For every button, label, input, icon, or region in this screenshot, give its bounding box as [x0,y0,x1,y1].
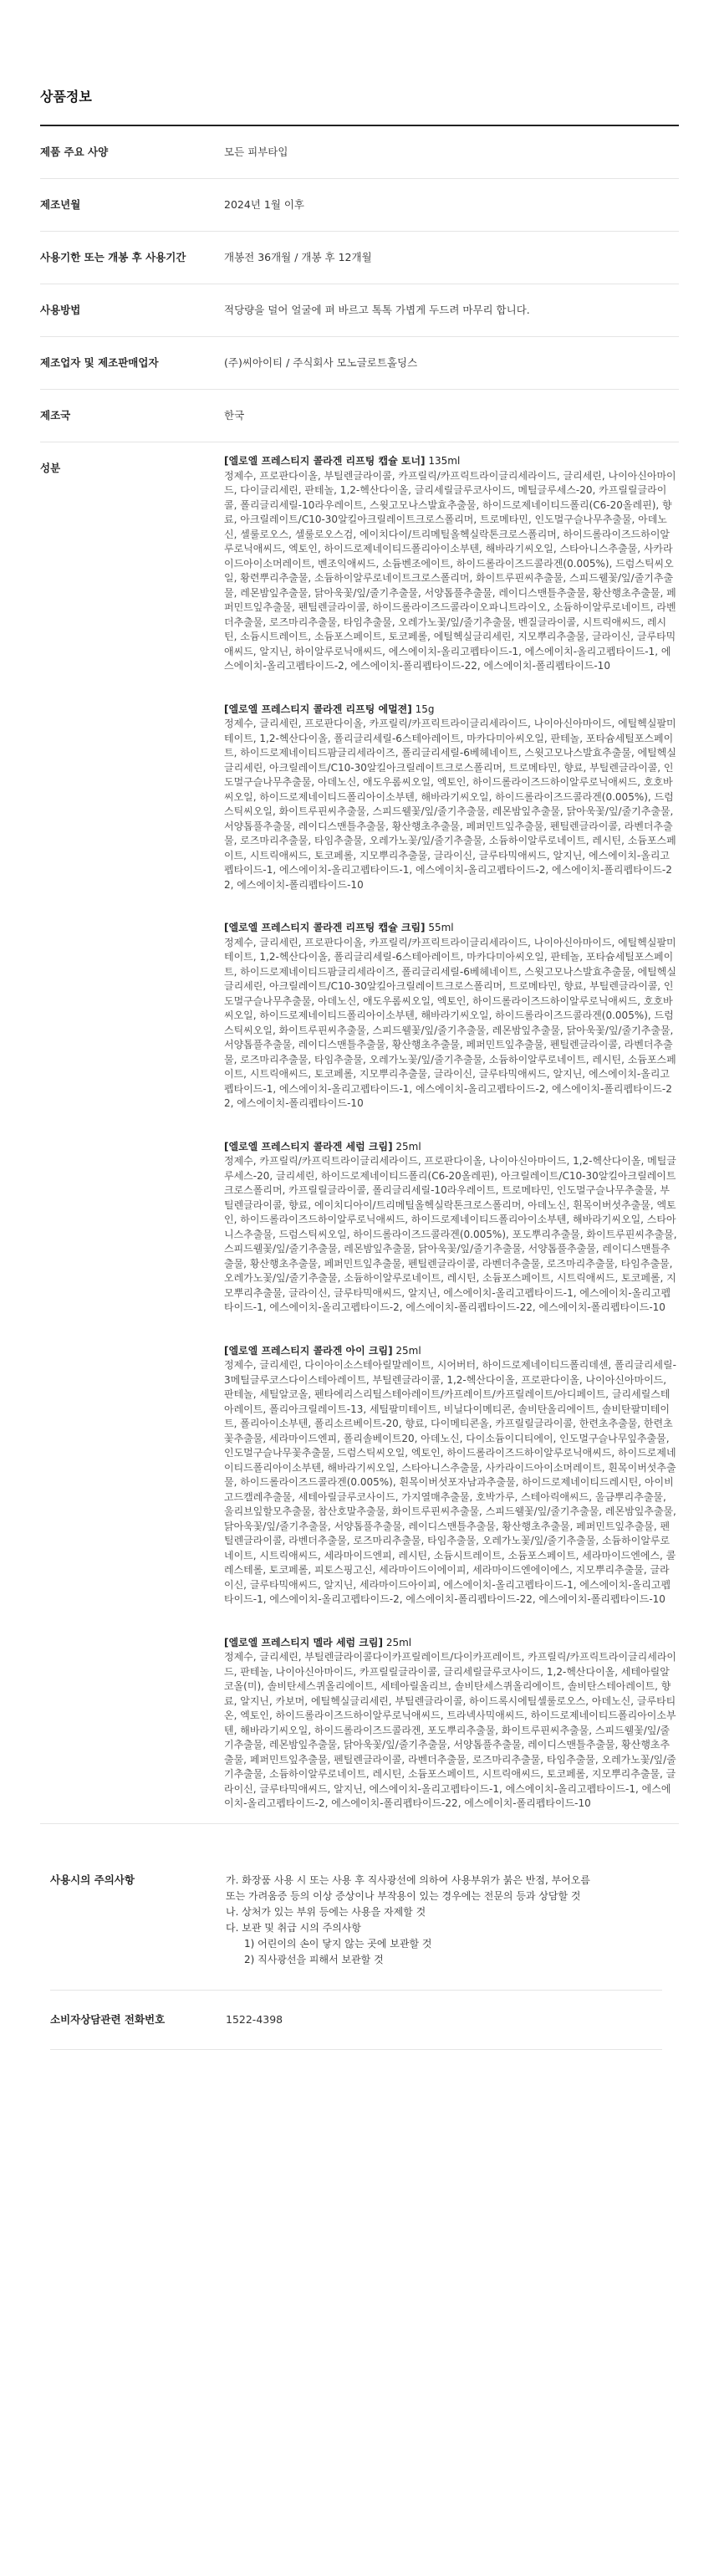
ingredient-product-name: [엘로엘 프레스티지 콜라겐 리프팅 캡슐 토너] [224,455,426,467]
ingredient-list-text: 정제수, 프로판다이올, 부틸렌글라이콜, 카프릴릭/카프릭트라이글리세라이드, 글리세린, 나이아신아마이드, 다이글리세린, 판테놀, 1,2-헥산다이올, 글리세릴글루코사이드, 메틸글루세스-20, 카프릴릴글라이콜, 폴리글리세릴-10라우레이트, 스윗고모나스발효추출물, 하이드로제네이티드폴리(C6-20올레핀), 향료, 아크릴레이트/C10-30알킬아크릴레이트크로스폴리머, 트로메타민, 인도멀구슬나무추출물, 아데노신, 셀룰로오스, 셀룰로오스검, 에이치다이/트리메틸올헥실락톤크로스폴리머, 하이드롤라이즈드하이알루로닉애씨드, 엑토인, 하이드로제네이티드폴리아이소부텐, 해바라기씨오일, 스타아니스추출물, 사카라이드아이소머레이트, 벤조익애씨드, 소듐벤조에이트, 하이드롤라이즈드콜라겐(0.005%), 드럼스틱씨오일, 황련뿌리추출물, 소듐하이알루로네이트크로스폴리머, 화이트루핀씨추출물, 스피드웰꽃/잎/줄기추출물, 레몬밤잎추출물, 닭아욱꽃/잎/줄기추출물, 서양톱풀추출물, 레이디스맨틀추출물, 황산행초추출물, 페퍼민트잎추출물, 펜틸렌글라이콜, 하이드롤라이즈드콜라이오파니트라이오, 소듐하이알루로네이트, 라벤더추출물, 로즈마리추출물, 타임추출물, 오레가노꽃/잎/줄기추출물, 벤질글라이콜, 시트릭애씨드, 레시틴, 소듐시트레이트, 소듐포스페이트, 토코페롤, 에틸헥실글리세린, 지모뿌리추출물, 글라이신, 글루타믹애씨드, 알지닌, 하이알루로닉애씨드, 에스에이치-올리고펩타이드-1, 에스에이치-올리고펩타이드-1, 에스에이치-올리고펩타이드-2, 에스에이치-폴리펩타이드-22, 에스에이치-폴리펩타이드-10 [224,469,676,672]
ingredient-product-size: 25ml [395,1344,421,1357]
ingredient-product [224,1344,679,1607]
ingredient-list-text: 정제수, 카프릴릭/카프릭트라이글리세라이드, 프로판다이올, 나이아신아마이드, 1,2-헥산다이올, 메틸글루세스-20, 글리세린, 하이드로제네이티드폴리(C6-20올레핀), 아크릴레이트/C10-30알킬아크릴레이트크로스폴리머, 카프릴릴글라이콜, 폴리글리세릴-10라우레이트, 트로메타민, 인도멀구슬나무추출물, 부틸렌글라이콜, 향료, 에이치디아이/트리메틸올헥실락톤크로스폴리머, 아데노신, 흰목이버섯추출물, 엑토인, 하이드롤라이즈드하이알루로닉애씨드, 하이드로제네이티드폴리아이소부텐, 해바라기씨오일, 스타아니스추출물, 드럼스틱씨오일, 하이드롤라이즈드콜라겐(0.005%), 포도뿌리추출물, 화이트루핀씨추출물, 스피드웰꽃/잎/줄기추출물, 레몬밤잎추출물, 닭아욱꽃/잎/줄기추출물, 서양톱풀추출물, 레이디스맨틀추출물, 황산행초추출물, 페퍼민트잎추출물, 펜틸렌글라이콜, 라벤더추출물, 로즈마리추출물, 타임추출물, 오레가노꽃/잎/줄기추출물, 소듐하이알루로네이트, 레시틴, 소듐포스페이트, 시트릭애씨드, 토코페롤, 지모뿌리추출물, 글라이신, 글루타믹애씨드, 알지닌, 에스에이치-올리고펩타이드-1, 에스에이치-올리고펩타이드-1, 에스에이치-올리고펩타이드-2, 에스에이치-폴리펩타이드-22, 에스에이치-폴리펩타이드-10 [224,1155,677,1313]
ingredient-product-size: 135ml [428,455,461,467]
info-row-value: 모든 피부타입 [224,146,288,158]
ingredient-product-heading [224,454,679,469]
ingredients-label: 성분 [40,462,61,474]
info-row [40,126,679,179]
consumer-row [50,1991,662,2050]
ingredient-product-name: [엘로엘 프레스티지 콜라겐 세럼 크림] [224,1140,393,1153]
info-row-label: 제조업자 및 제조판매업자 [40,356,159,369]
info-row-label: 사용기한 또는 개봉 후 사용기간 [40,251,186,263]
product-info-table [40,125,679,1824]
ingredient-product-heading [224,1140,679,1155]
info-row [40,232,679,284]
ingredient-product-heading [224,703,679,718]
ingredient-list-text: 정제수, 글리세린, 부틸렌글라이콜다이카프릴레이트/다이카프레이트, 카프릴릭/카프릭트라이글리세라이드, 판테놀, 나이아신아마이드, 카프릴릴글라이콜, 글리세릴글루코사이드, 1,2-헥산다이올, 세테아릴알코올(미), 솔비탄세스퀴올리에이트, 세테아릴올리브, 솔비탄세스퀴올리에이트, 솔비탄스테아레이트, 향료, 알지닌, 카보머, 에틸헥실글리세린, 부틸렌글라이콜, 하이드록시에틸셀룰로오스, 아데노신, 글루타티온, 엑토인, 하이드롤라이즈드하이알루로닉애씨드, 트라넥사믹애씨드, 하이드로제네이티드폴리아이소부텐, 해바라기씨오일, 하이드롤라이즈드콜라겐, 포도뿌리추출물, 화이트루핀씨추출물, 스피드웰꽃/잎/줄기추출물, 레몬밤잎추출물, 닭아욱꽃/잎/줄기추출물, 서양톱풀추출물, 레이디스맨틀추출물, 황산행초추출물, 페퍼민트잎추출물, 펜틸렌글라이콜, 라벤더추출물, 로즈마리추출물, 타임추출물, 오레가노꽃/잎/줄기추출물, 소듐하이알루로네이트, 레시틴, 소듐포스페이트, 시트릭애씨드, 토코페롤, 지모뿌리추출물, 글라이신, 글루타믹애씨드, 알지닌, 에스에이치-올리고펩타이드-1, 에스에이치-올리고펩타이드-1, 에스에이치-올리고펩타이드-2, 에스에이치-폴리펩타이드-22, 에스에이치-폴리펩타이드-10 [224,1651,677,1809]
ingredient-product-name: [엘로엘 프레스티지 멜라 세럼 크림] [224,1636,383,1648]
caution-line: 또는 가려움증 등의 이상 증상이나 부작용이 있는 경우에는 전문의 등과 상담할 것 [226,1889,581,1902]
ingredient-list-text: 정제수, 글리세린, 프로판다이올, 카프릴릭/카프릭트라이글리세라이드, 나이아신아마이드, 에틸헥실팔미테이트, 1,2-헥산다이올, 폴리글리세릴-6스테아레이트, 마카다미아씨오일, 판테놀, 포타슘세틸포스페이트, 하이드로제네이티드팜글리세라이즈, 폴리글리세릴-6베헤네이트, 스윗고모나스발효추출물, 에틸헥실글리세린, 아크릴레이트/C10-30알킬아크릴레이트크로스폴리머, 트로메타민, 향료, 부틸렌글라이콜, 인도멀구슬나무추출물, 아데노신, 애도우롬씨오일, 엑토인, 하이드롤라이즈드하이알루로닉애씨드, 호호바씨오일, 하이드로제네이티드폴리아이소부텐, 해바라기씨오일, 하이드롤라이즈드콜라겐(0.005%), 드럼스틱씨오일, 화이트루핀씨추출물, 스피드웰꽃/잎/줄기추출물, 레몬밤잎추출물, 닭아욱꽃/잎/줄기추출물, 서양톱풀추출물, 레이디스맨틀추출물, 황산행초추출물, 페퍼민트잎추출물, 펜틸렌글라이콜, 라벤더추출물, 로즈마리추출물, 타임추출물, 오레가노꽃/잎/줄기추출물, 소듐하이알루로네이트, 레시틴, 소듐포스페이트, 시트릭애씨드, 토코페롤, 지모뿌리추출물, 글라이신, 글루타믹애씨드, 알지닌, 에스에이치-올리고펩타이드-1, 에스에이치-올리고펩타이드-1, 에스에이치-올리고펩타이드-2, 에스에이치-폴리펩타이드-22, 에스에이치-폴리펩타이드-10 [224,936,676,1109]
ingredient-product-heading [224,921,679,936]
ingredient-product [224,1636,679,1812]
info-row-value: 개봉전 36개월 / 개봉 후 12개월 [224,251,372,263]
ingredient-product [224,1140,679,1316]
info-row-value: 적당량을 덜어 얼굴에 펴 바르고 톡톡 가볍게 두드려 마무리 합니다. [224,304,530,316]
ingredient-product-size: 55ml [428,922,454,933]
consumer-phone: 1522-4398 [226,2012,283,2026]
ingredient-product-heading [224,1636,679,1651]
ingredient-product [224,703,679,893]
ingredient-product-name: [엘로엘 프레스티지 콜라겐 리프팅 캡슐 크림] [224,922,426,933]
ingredient-list-text: 정제수, 글리세린, 다이아이소스테아릴말레이트, 시어버터, 하이드로제네이티드폴리데센, 폴리글리세릴-3메틸글루코스다이스테아레이트, 부틸렌글라이콜, 1,2-헥산다이올, 프로판다이올, 나이아신아마이드, 판테놀, 세틸알코올, 펜타에리스리틸스테아레이트/카프레이트/카프릴레이트/아디페이트, 글리세릴스테아레이트, 폴리아크릴레이트-13, 세틸팔미테이트, 비닐다이메티콘, 솔비탄올리에이트, 솔비탄팔미테이트, 폴리아이소부텐, 폴리소르베이트-20, 향료, 다이메티콘올, 카프릴릴글라이콜, 한련초추출물, 한련초꽃추출물, 세라마이드엔피, 폴리솔베이트20, 아데노신, 다이소듐이디티에이, 인도멀구슬나무잎추출물, 인도멀구슬나무꽃추출물, 드럼스틱씨오일, 엑토인, 하이드롤라이즈드하이알루로닉애씨드, 하이드로제네이티드폴리아이소부텐, 해바라기씨오일, 스타아니스추출물, 사카라이드아이소머레이트, 흰목이버섯추출물, 하이드롤라이즈드콜라겐(0.005%), 흰목이버섯포자남과추출물, 하이드로제네이티드레시틴, 아이비고드캘레추출물, 세테아릴글루코사이드, 가지열매추출물, 호박가루, 스테아릭애씨드, 울금뿌리추출물, 울리브잎할모추출물, 참산호말추출물, 화이트루핀씨추출물, 스피드웰꽃/잎/줄기추출물, 레몬밤잎추출물, 닭아욱꽃/잎/줄기추출물, 서양톱풀추출물, 레이디스맨틀추출물, 황산행초추출물, 페퍼민트잎추출물, 펜틸렌글라이콜, 라벤더추출물, 로즈마리추출물, 타임추출물, 오레가노꽃/잎/줄기추출물, 소듐하이알루로네이트, 시트릭애씨드, 세라마이드엔피, 레시틴, 소듐시트레이트, 소듐포스페이트, 세라마이드엔에스, 콜레스테롤, 토코페롤, 피토스핑고신, 세라마이드이에이피, 세라마이드엔에이에스, 지모뿌리추출물, 글라이신, 글루타믹애씨드, 알지닌, 세라마이드아이피, 에스에이치-올리고펩타이드-1, 에스에이치-올리고펩타이드-1, 에스에이치-올리고펩타이드-2, 에스에이치-폴리펩타이드-22, 에스에이치-폴리펩타이드-10 [224,1359,676,1605]
caution-line: 다. 보관 및 취급 시의 주의사항 [226,1921,361,1934]
caution-line: 1) 어린이의 손이 닿지 않는 곳에 보관할 것 [244,1937,432,1950]
info-row-value: 2024년 1월 이후 [224,198,305,211]
ingredient-product-name: [엘로엘 프레스티지 콜라겐 리프팅 에멀젼] [224,703,412,715]
info-row-label: 사용방법 [40,304,81,316]
caution-line: 2) 직사광선을 피해서 보관할 것 [244,1953,384,1965]
ingredient-product [224,921,679,1112]
info-row [40,337,679,390]
info-row-value: (주)씨아이티 / 주식회사 모노글로트홀딩스 [224,356,418,369]
ingredient-product-size: 25ml [385,1636,412,1648]
ingredients-value [224,442,679,1823]
consumer-label: 소비자상담관련 전화번호 [50,2012,166,2026]
info-row [40,179,679,232]
ingredient-product-heading [224,1344,679,1359]
info-row [40,390,679,442]
section-title: 상품정보 [40,89,92,105]
caution-row [50,1851,662,1991]
ingredient-list-text: 정제수, 글리세린, 프로판다이올, 카프릴릭/카프릭트라이글리세라이드, 나이아신아마이드, 에틸헥실팔미테이트, 1,2-헥산다이올, 폴리글리세릴-6스테아레이트, 마카다미아씨오일, 판테놀, 포타슘세틸포스페이트, 하이드로제네이티드팜글리세라이즈, 폴리글리세릴-6베헤네이트, 스윗고모나스발효추출물, 에틸헥실글리세린, 아크릴레이트/C10-30알킬아크릴레이트크로스폴리머, 트로메타민, 향료, 부틸렌글라이콜, 인도멀구슬나무추출물, 아데노신, 애도우롬씨오일, 엑토인, 하이드롤라이즈드하이알루로닉애씨드, 호호바씨오일, 하이드로제네이티드폴리아이소부텐, 해바라기씨오일, 하이드롤라이즈드콜라겐(0.005%), 드럼스틱씨오일, 화이트루핀씨추출물, 스피드웰꽃/잎/줄기추출물, 레몬밤잎추출물, 닭아욱꽃/잎/줄기추출물, 서양톱풀추출물, 레이디스맨틀추출물, 황산행초추출물, 페퍼민트잎추출물, 펜틸렌글라이콜, 라벤더추출물, 로즈마리추출물, 타임추출물, 오레가노꽃/잎/줄기추출물, 소듐하이알루로네이트, 레시틴, 소듐포스페이트, 시트릭애씨드, 토코페롤, 지모뿌리추출물, 글라이신, 글루타믹애씨드, 알지닌, 에스에이치-올리고펩타이드-1, 에스에이치-올리고펩타이드-1, 에스에이치-올리고펩타이드-2, 에스에이치-폴리펩타이드-22, 에스에이치-폴리펩타이드-10 [224,718,676,891]
ingredient-product-size: 15g [415,703,435,715]
ingredients-row [40,442,679,1824]
info-row-label: 제조국 [40,409,71,422]
ingredient-product [224,454,679,674]
caution-line: 가. 화장품 사용 시 또는 사용 후 직사광선에 의하여 사용부위가 붉은 반점, 부어오름 [226,1873,590,1886]
info-row-label: 제조년월 [40,198,81,211]
caution-label: 사용시의 주의사항 [50,1873,135,1886]
ingredient-product-size: 25ml [395,1140,421,1153]
info-row-label: 제품 주요 사양 [40,146,109,158]
extra-info-table [40,1851,679,2050]
ingredient-product-name: [엘로엘 프레스티지 콜라겐 아이 크림] [224,1344,393,1357]
info-row [40,284,679,337]
caution-line: 나. 상처가 있는 부위 등에는 사용을 자제할 것 [226,1905,426,1918]
caution-value [226,1851,662,1990]
info-row-value: 한국 [224,409,245,422]
